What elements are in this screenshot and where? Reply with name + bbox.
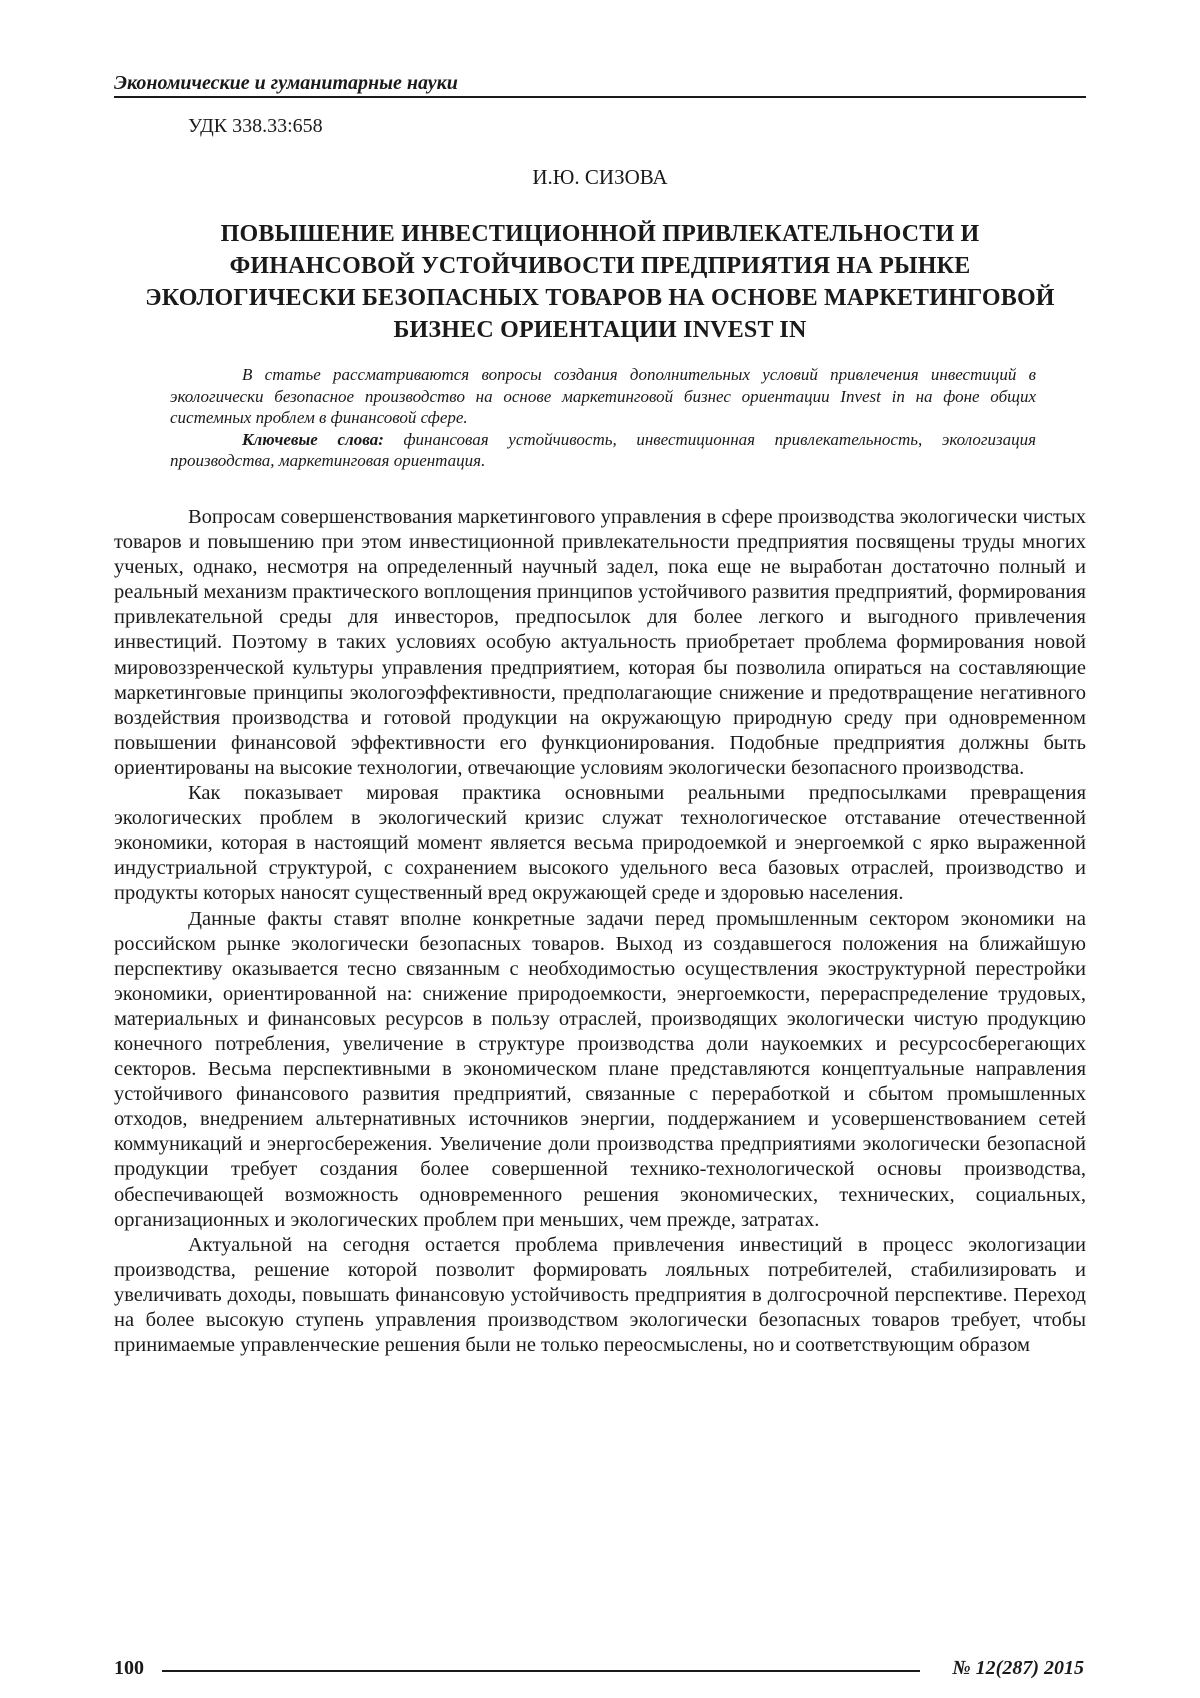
page-number: 100 — [114, 1657, 144, 1679]
abstract-block — [170, 364, 1036, 472]
body-paragraph-4: Актуальной на сегодня остается проблема привлечения инвестиций в процесс экологизации производства, решение которой позволит формировать лояльных потребителей, стабилизировать и увеличивать доходы, повышать финансовую устойчивость предприятия в долгосрочной перспективе. Переход на более высокую ступень управления производством экологически безопасных товаров требует, чтобы принимаемые управленческие решения были не только переосмыслены, но и соответствующим образом — [114, 1233, 1086, 1357]
footer-divider — [162, 1670, 920, 1672]
abstract-text: В статье рассматриваются вопросы создания дополнительных условий привлечения инвестиций в экологически безопасное производство на основе маркетинговой бизнес ориентации Invest in на фоне общих системных проблем в финансовой сфере. — [170, 365, 1036, 427]
body-paragraph-3: Данные факты ставят вполне конкретные задачи перед промышленным сектором экономики на российском рынке экологически безопасных товаров. Выход из создавшегося положения на ближайшую перспективу оказывается тесно связанным с необходимостью осуществления экоструктурной перестройки экономики, ориентированной на: снижение природоемкости, энергоемкости, перераспределение трудовых, материальных и финансовых ресурсов в пользу отраслей, производящих экологически чистую продукцию конечного потребления, увеличение в структуре производства доли наукоемких и ресурсосберегающих секторов. Весьма перспективными в экономическом плане представляются концептуальные направления устойчивого финансового развития предприятий, связанные с переработкой и сбытом промышленных отходов, внедрением альтернативных источников энергии, поддержанием и усовершенствованием сетей коммуникаций и энергосбережения. Увеличение доли производства предприятиями экологически безопасной продукции требует создания более совершенной технико-технологической основы производства, обеспечивающей возможность одновременного решения экономических, технических, социальных, организационных и экологических проблем при меньших, чем прежде, затратах. — [114, 907, 1086, 1231]
keywords-line — [170, 429, 1036, 472]
keywords-text: финансовая устойчивость, инвестиционная привлекательность, экологизация производства, маркетинговая ориентация. — [170, 429, 1036, 470]
udk-code: УДК 338.33:658 — [188, 115, 323, 137]
journal-section-title: Экономические и гуманитарные науки — [114, 72, 458, 94]
article-title: ПОВЫШЕНИЕ ИНВЕСТИЦИОННОЙ ПРИВЛЕКАТЕЛЬНОСТИ И ФИНАНСОВОЙ УСТОЙЧИВОСТИ ПРЕДПРИЯТИЯ НА РЫНКЕ ЭКОЛОГИЧЕСКИ БЕЗОПАСНЫХ ТОВАРОВ НА ОСНОВЕ МАРКЕТИНГОВОЙ БИЗНЕС ОРИЕНТАЦИИ INVEST IN — [145, 221, 1055, 343]
article-body — [114, 505, 1086, 1358]
author-name: И.Ю. СИЗОВА — [532, 165, 668, 189]
body-paragraph-2: Как показывает мировая практика основными реальными предпосылками превращения экологических проблем в экологический кризис служат технологическое отставание отечественной экономики, которая в настоящий момент является весьма природоемкой и энергоемкой с ярко выраженной индустриальной структурой, с сохранением высокого удельного веса базовых отраслей, производство и продукты которых наносят существенный вред окружающей среде и здоровью населения. — [114, 782, 1086, 905]
header-divider — [114, 96, 1086, 98]
keywords-label: Ключевые слова: — [242, 429, 384, 449]
body-paragraph-1: Вопросам совершенствования маркетингового управления в сфере производства экологически чистых товаров и повышению при этом инвестиционной привлекательности предприятия посвящены труды многих ученых, однако, несмотря на определенный научный задел, пока еще не выработан достаточно полный и реальный механизм практического воплощения принципов устойчивого развития предприятий, формирования привлекательной среды для инвесторов, предпосылок для более легкого и выгодного привлечения инвестиций. Поэтому в таких условиях особую актуальность приобретает проблема формирования новой мировоззренческой культуры управления предприятием, которая бы позволила опираться на составляющие маркетинговые принципы экологоэффективности, предполагающие снижение и предотвращение негативного воздействия производства и готовой продукции на окружающую природную среду при одновременном повышении финансовой эффективности его функционирования. Подобные предприятия должны быть ориентированы на высокие технологии, отвечающие условиям экологически безопасного производства. — [114, 506, 1086, 779]
issue-number: № 12(287) 2015 — [952, 1657, 1084, 1679]
